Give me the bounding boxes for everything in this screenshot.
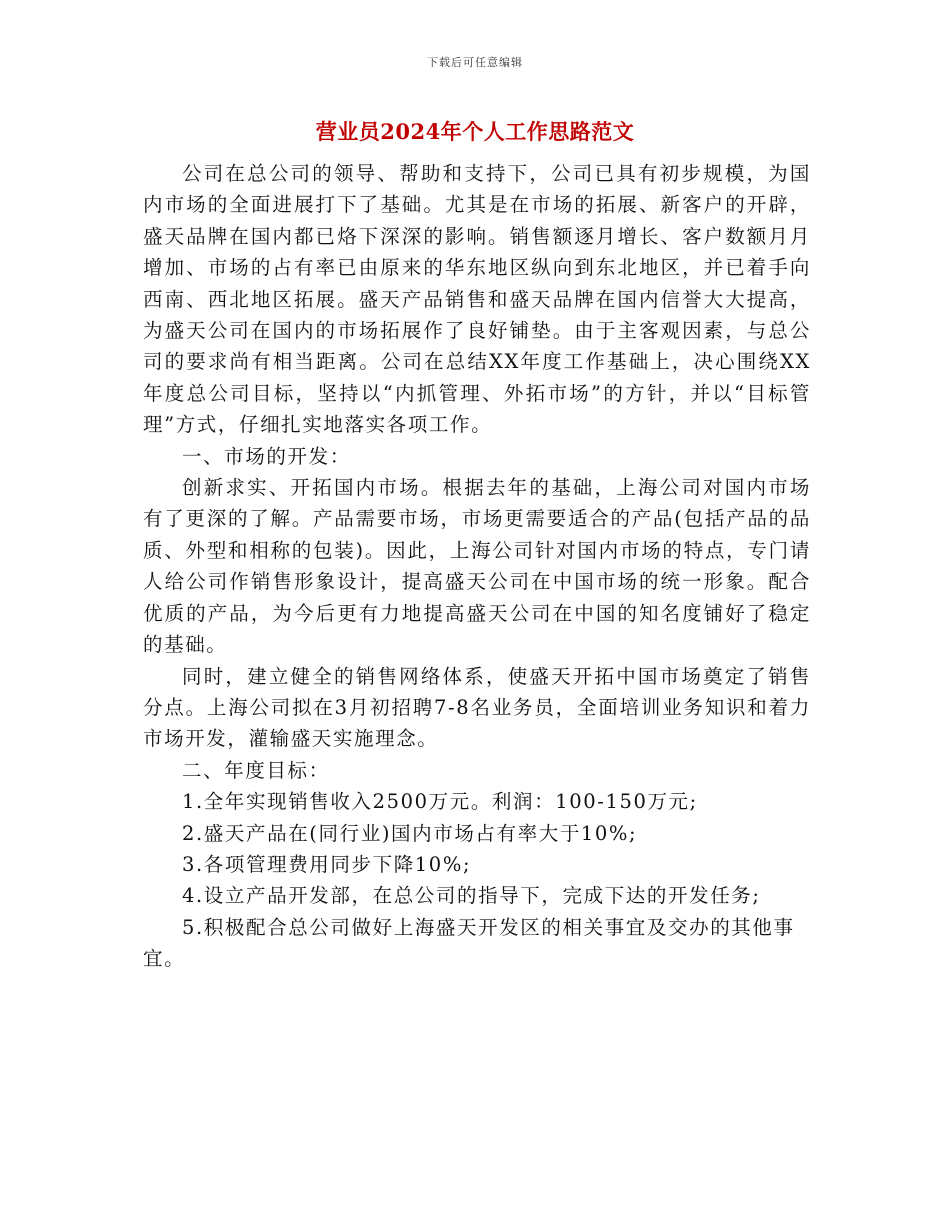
document-body <box>143 158 811 975</box>
paragraph-market-development: 创新求实、开拓国内市场。根据去年的基础，上海公司对国内市场有了更深的了解。产品需要市场，市场更需要适合的产品(包括产品的品质、外型和相称的包装)。因此，上海公司针对国内市场的特点，专门请人给公司作销售形象设计，提高盛天公司在中国市场的统一形象。配合优质的产品，为今后更有力地提高盛天公司在中国的知名度铺好了稳定的基础。 <box>143 476 811 657</box>
goal-item-4: 4.设立产品开发部，在总公司的指导下，完成下达的开发任务; <box>182 884 761 908</box>
section-heading-annual-goals: 二、年度目标： <box>182 758 330 782</box>
section-heading-market: 一、市场的开发： <box>182 444 351 468</box>
goal-item-3: 3.各项管理费用同步下降10%; <box>182 852 472 876</box>
document-title: 营业员2024年个人工作思路范文 <box>315 119 635 144</box>
goal-item-2: 2.盛天产品在(同行业)国内市场占有率大于10%; <box>182 821 638 845</box>
header-note: 下载后可任意编辑 <box>427 56 523 69</box>
goal-item-5: 5.积极配合总公司做好上海盛天开发区的相关事宜及交办的其他事宜。 <box>143 915 795 971</box>
paragraph-intro: 公司在总公司的领导、帮助和支持下，公司已具有初步规模，为国内市场的全面进展打下了基础。尤其是在市场的拓展、新客户的开辟，盛天品牌在国内都已烙下深深的影响。销售额逐月增长、客户数额月月增加、市场的占有率已由原来的华东地区纵向到东北地区，并已着手向西南、西北地区拓展。盛天产品销售和盛天品牌在国内信誉大大提高，为盛天公司在国内的市场拓展作了良好铺垫。由于主客观因素，与总公司的要求尚有相当距离。公司在总结XX年度工作基础上，决心围绕XX年度总公司目标，坚持以“内抓管理、外拓市场”的方针，并以“目标管理”方式，仔细扎实地落实各项工作。 <box>143 162 811 437</box>
goal-item-1: 1.全年实现销售收入2500万元。利润：100-150万元; <box>182 790 698 814</box>
paragraph-sales-network: 同时，建立健全的销售网络体系，使盛天开拓中国市场奠定了销售分点。上海公司拟在3月初招聘7-8名业务员，全面培训业务知识和着力市场开发，灌输盛天实施理念。 <box>143 664 811 751</box>
